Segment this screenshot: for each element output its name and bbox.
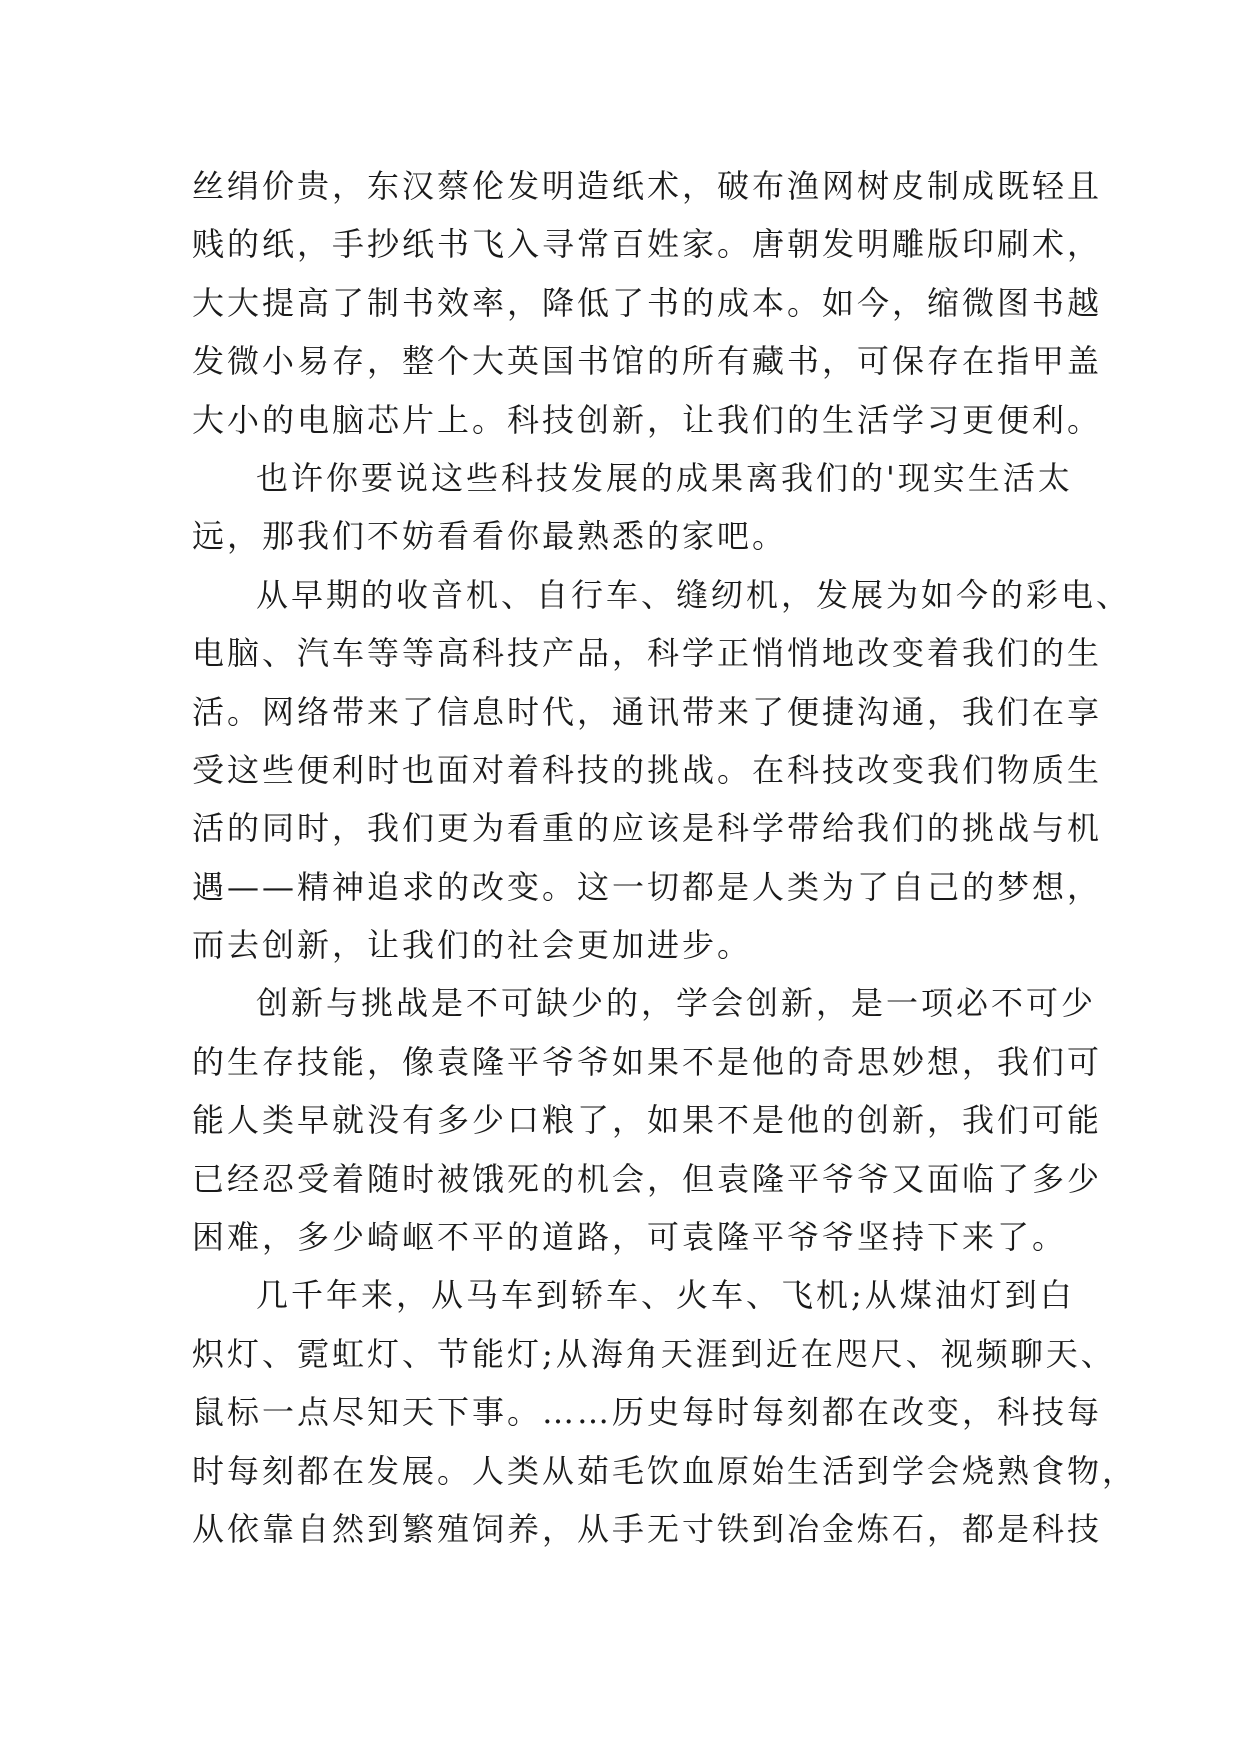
- text-line: 受这些便利时也面对着科技的挑战。在科技改变我们物质生: [192, 750, 1103, 789]
- paragraph-first-line: 从早期的收音机、自行车、缝纫机，发展为如今的彩电、: [256, 575, 1132, 614]
- text-line: 电脑、汽车等等高科技产品，科学正悄悄地改变着我们的生: [192, 634, 1103, 673]
- text-line: 丝绢价贵，东汉蔡伦发明造纸术，破布渔网树皮制成既轻且: [192, 167, 1103, 205]
- text-line: 远，那我们不妨看看你最熟悉的家吧。: [192, 517, 788, 556]
- text-line: 贱的纸，手抄纸书飞入寻常百姓家。唐朝发明雕版印刷术，: [192, 225, 1103, 264]
- text-line: 困难，多少崎岖不平的道路，可袁隆平爷爷坚持下来了。: [192, 1218, 1068, 1257]
- text-line: 能人类早就没有多少口粮了，如果不是他的创新，我们可能: [192, 1101, 1103, 1140]
- text-line: 而去创新，让我们的社会更加进步。: [192, 926, 753, 965]
- text-line: 发微小易存，整个大英国书馆的所有藏书，可保存在指甲盖: [192, 342, 1103, 381]
- text-line: 炽灯、霓虹灯、节能灯;从海角天涯到近在咫尺、视频聊天、: [192, 1334, 1116, 1373]
- text-line: 遇——精神追求的改变。这一切都是人类为了自己的梦想，: [192, 867, 1103, 906]
- paragraph-first-line: 几千年来，从马车到轿车、火车、飞机;从煤油灯到白: [256, 1276, 1075, 1315]
- text-line: 从依靠自然到繁殖饲养，从手无寸铁到冶金炼石，都是科技: [192, 1509, 1103, 1548]
- paragraph-first-line: 创新与挑战是不可缺少的，学会创新，是一项必不可少: [256, 984, 1097, 1023]
- body-text: [192, 157, 1138, 1558]
- text-line: 的生存技能，像袁隆平爷爷如果不是他的奇思妙想，我们可: [192, 1042, 1103, 1081]
- paragraph-first-line: 也许你要说这些科技发展的成果离我们的'现实生活太: [256, 458, 1073, 497]
- text-line: 大小的电脑芯片上。科技创新，让我们的生活学习更便利。: [192, 400, 1103, 439]
- text-line: 时每刻都在发展。人类从茹毛饮血原始生活到学会烧熟食物，: [192, 1451, 1138, 1490]
- text-line: 活。网络带来了信息时代，通讯带来了便捷沟通，我们在享: [192, 692, 1103, 731]
- text-line: 鼠标一点尽知天下事。……历史每时每刻都在改变，科技每: [192, 1393, 1103, 1432]
- text-line: 活的同时，我们更为看重的应该是科学带给我们的挑战与机: [192, 809, 1103, 848]
- text-line: 已经忍受着随时被饿死的机会，但袁隆平爷爷又面临了多少: [192, 1159, 1103, 1198]
- text-line: 大大提高了制书效率，降低了书的成本。如今，缩微图书越: [192, 283, 1103, 322]
